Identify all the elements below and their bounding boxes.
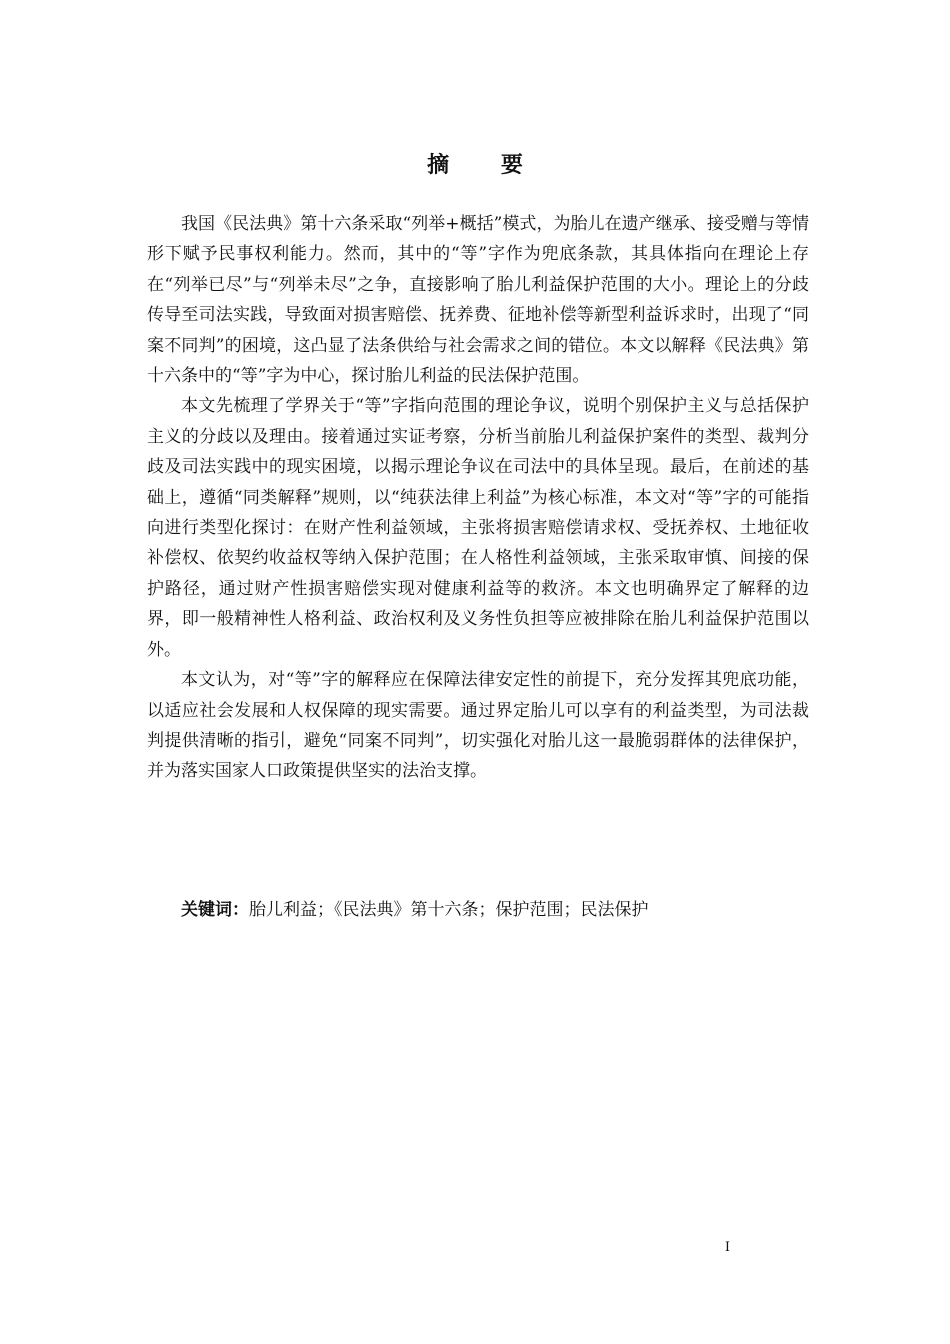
abstract-title: 摘 要 [427,153,545,178]
abstract-body [147,209,809,787]
abstract-paragraph-1: 我国《民法典》第十六条采取“列举+概括”模式，为胎儿在遗产继承、接受赠与等情形下赋予民事权利能力。然而，其中的“等”字作为兜底条款，其具体指向在理论上存在“列举已尽”与“列举未尽”之争，直接影响了胎儿利益保护范围的大小。理论上的分歧传导至司法实践，导致面对损害赔偿、抚养费、征地补偿等新型利益诉求时，出现了“同案不同判”的困境，这凸显了法条供给与社会需求之间的错位。本文以解释《民法典》第十六条中的“等”字为中心，探讨胎儿利益的民法保护范围。 [147,214,809,387]
keywords-line [181,895,801,925]
keywords-text: 胎儿利益；《民法典》第十六条；保护范围；民法保护 [249,900,649,920]
page-number: I [724,1240,730,1255]
abstract-paragraph-3: 本文认为，对“等”字的解释应在保障法律安定性的前提下，充分发挥其兜底功能，以适应社会发展和人权保障的现实需要。通过界定胎儿可以享有的利益类型，为司法裁判提供清晰的指引，避免“同案不同判”，切实强化对胎儿这一最脆弱群体的法律保护，并为落实国家人口政策提供坚实的法治支撑。 [147,670,809,782]
keywords-label: 关键词： [181,900,249,920]
abstract-paragraph-2: 本文先梳理了学界关于“等”字指向范围的理论争议，说明个别保护主义与总括保护主义的分歧以及理由。接着通过实证考察，分析当前胎儿利益保护案件的类型、裁判分歧及司法实践中的现实困境，以揭示理论争议在司法中的具体呈现。最后，在前述的基础上，遵循“同类解释”规则，以“纯获法律上利益”为核心标准，本文对“等”字的可能指向进行类型化探讨：在财产性利益领域，主张将损害赔偿请求权、受抚养权、土地征收补偿权、依契约收益权等纳入保护范围；在人格性利益领域，主张采取审慎、间接的保护路径，通过财产性损害赔偿实现对健康利益等的救济。本文也明确界定了解释的边界，即一般精神性人格利益、政治权利及义务性负担等应被排除在胎儿利益保护范围以外。 [147,396,809,660]
